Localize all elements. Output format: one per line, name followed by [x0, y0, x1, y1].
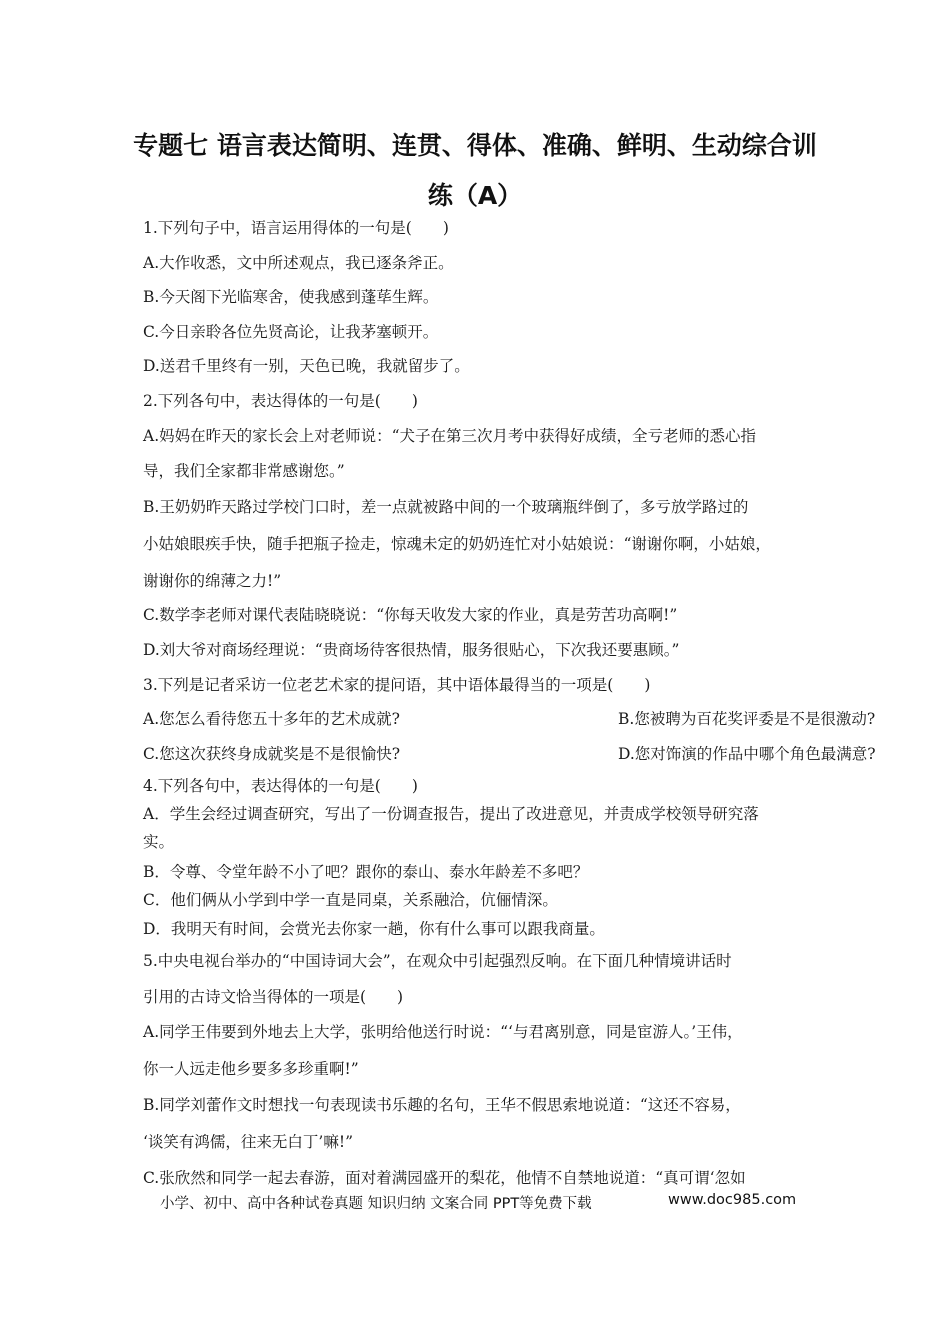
q3-option-c: C.您这次获终身成就奖是不是很愉快?: [143, 745, 401, 763]
q2-option-c: C.数学李老师对课代表陆晓晓说：“你每天收发大家的作业，真是劳苦功高啊!”: [143, 606, 678, 624]
q1-option-b: B.今天阁下光临寒舍，使我感到蓬荜生辉。: [143, 288, 439, 306]
q4-option-a-line2: 实。: [143, 833, 175, 851]
page-footer: [160, 1192, 820, 1213]
footer-site-link[interactable]: www.doc985.com: [668, 1192, 797, 1208]
q2-option-b-line1: B.王奶奶昨天路过学校门口时，差一点就被路中间的一个玻璃瓶绊倒了，多亏放学路过的: [143, 498, 749, 516]
q2-stem: 2.下列各句中，表达得体的一句是( ): [143, 392, 418, 410]
q1-option-a: A.大作收悉，文中所述观点，我已逐条斧正。: [143, 254, 454, 272]
q4-option-b: B．令尊、令堂年龄不小了吧？跟你的泰山、泰水年龄差不多吧？: [143, 863, 589, 881]
q3-stem: 3.下列是记者采访一位老艺术家的提问语，其中语体最得当的一项是( ): [143, 676, 651, 694]
q5-option-a-line1: A.同学王伟要到外地去上大学，张明给他送行时说：“‘与君离别意，同是宦游人。’王伟，: [143, 1023, 743, 1041]
q2-option-d: D.刘大爷对商场经理说：“贵商场待客很热情，服务很贴心，下次我还要惠顾。”: [143, 641, 680, 659]
q4-option-c: C．他们俩从小学到中学一直是同桌，关系融洽，伉俪情深。: [143, 891, 558, 909]
q1-stem: 1.下列句子中，语言运用得体的一句是( ): [143, 219, 449, 237]
q3-option-d: D.您对饰演的作品中哪个角色最满意?: [618, 745, 876, 763]
q1-option-d: D.送君千里终有一别，天色已晚，我就留步了。: [143, 357, 470, 375]
q3-option-b: B.您被聘为百花奖评委是不是很激动?: [618, 710, 876, 728]
footer-text: 小学、初中、高中各种试卷真题 知识归纳 文案合同 PPT等免费下载: [160, 1196, 592, 1212]
q2-option-a-line1: A.妈妈在昨天的家长会上对老师说：“犬子在第三次月考中获得好成绩，全亏老师的悉心指: [143, 427, 757, 445]
q5-option-b-line1: B.同学刘蕾作文时想找一句表现读书乐趣的名句，王华不假思索地说道：“这还不容易，: [143, 1096, 741, 1114]
q5-option-c-line1: C.张欣然和同学一起去春游，面对着满园盛开的梨花，他情不自禁地说道：“真可谓‘忽如: [143, 1169, 746, 1187]
q4-option-d: D．我明天有时间，会赏光去你家一趟，你有什么事可以跟我商量。: [143, 920, 605, 938]
q3-option-a: A.您怎么看待您五十多年的艺术成就?: [143, 710, 400, 728]
page-title-line1: 专题七 语言表达简明、连贯、得体、准确、鲜明、生动综合训: [133, 131, 817, 160]
q1-option-c: C.今日亲聆各位先贤高论，让我茅塞顿开。: [143, 323, 439, 341]
q2-option-a-line2: 导，我们全家都非常感谢您。”: [143, 462, 345, 480]
q4-option-a-line1: A．学生会经过调查研究，写出了一份调查报告，提出了改进意见，并责成学校领导研究落: [143, 805, 759, 823]
q2-option-b-line3: 谢谢你的绵薄之力!”: [143, 572, 282, 590]
q5-option-b-line2: ‘谈笑有鸿儒，往来无白丁’嘛!”: [143, 1133, 354, 1151]
q3-options-row1: [143, 709, 876, 729]
page-title-line2: 练（A）: [427, 181, 523, 210]
q5-stem-line2: 引用的古诗文恰当得体的一项是( ): [143, 988, 404, 1006]
q2-option-b-line2: 小姑娘眼疾手快，随手把瓶子捡走，惊魂未定的奶奶连忙对小姑娘说：“谢谢你啊，小姑娘，: [143, 535, 771, 553]
q5-stem-line1: 5.中央电视台举办的“中国诗词大会”，在观众中引起强烈反响。在下面几种情境讲话时: [143, 952, 732, 970]
q4-stem: 4.下列各句中，表达得体的一句是( ): [143, 777, 418, 795]
q5-option-a-line2: 你一人远走他乡要多多珍重啊!”: [143, 1060, 359, 1078]
q3-options-row2: [143, 744, 876, 764]
